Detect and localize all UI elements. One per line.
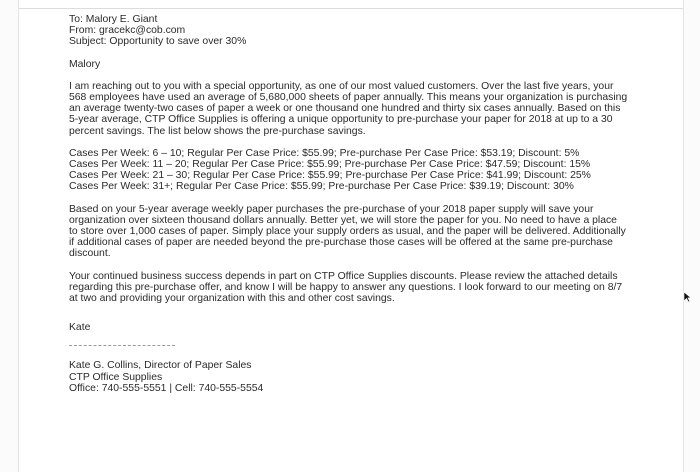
paragraph-line: regarding this pre-purchase offer, and know I will be happy to answer any questions. I look forward to our meeting on 8/7 [69, 281, 623, 293]
email-header [69, 14, 674, 48]
paragraph-line: Based on your 5-year average weekly paper purchases the pre-purchase of your 2018 paper supply will save your [69, 203, 594, 215]
paragraph-line: to store over 1,000 cases of paper. Simply place your supply orders as usual, and the paper will be delivered. Additionally [69, 226, 626, 238]
signature-name-title: Kate G. Collins, Director of Paper Sales [69, 360, 252, 372]
intro-paragraph [69, 81, 674, 137]
signature-block [69, 360, 674, 394]
pricing-tier: Cases Per Week: 31+; Regular Per Case Price: $55.99; Pre-purchase Per Case Price: $39.19; Discount: 30% [69, 181, 574, 193]
signature-divider [69, 345, 175, 346]
subject-line: Subject: Opportunity to save over 30% [69, 36, 247, 48]
page-top-divider [19, 8, 683, 9]
closing-paragraph [69, 271, 674, 305]
paragraph-line: if additional cases of paper are needed beyond the pre-purchase those cases will be offered at the same pre-purchase [69, 237, 613, 249]
signoff-name: Kate [69, 322, 91, 334]
mouse-pointer-icon [683, 291, 692, 306]
pricing-tier-list [69, 148, 674, 193]
paragraph-line: discount. [69, 248, 111, 260]
paragraph-line: 568 employees have used an average of 5,680,000 sheets of paper annually. This means your organization is purchasing [69, 92, 628, 104]
paragraph-line: I am reaching out to you with a special opportunity, as one of our most valued customers. Over the last five years, your [69, 80, 614, 92]
from-line: From: gracekc@cob.com [69, 25, 186, 37]
paragraph-line: organization over sixteen thousand dollars annually. Better yet, we will store the paper for you. No need to have a place [69, 214, 617, 226]
signature-company: CTP Office Supplies [69, 371, 163, 383]
paragraph-line: 5-year average, CTP Office Supplies is offering a unique opportunity to pre-purchase your paper for 2018 at up to a 30 [69, 114, 613, 126]
to-line: To: Malory E. Giant [69, 14, 158, 25]
paragraph-line: an average twenty-two cases of paper a week or one thousand one hundred and thirty six cases annually. Based on this [69, 103, 621, 115]
pricing-tier: Cases Per Week: 11 – 20; Regular Per Case Price: $55.99; Pre-purchase Per Case Price: $47.59; Discount: 15% [69, 159, 591, 171]
paragraph-line: at two and providing your organization with this and other cost savings. [69, 293, 395, 305]
paragraph-line: percent savings. The list below shows the pre-purchase savings. [69, 125, 366, 137]
email-body [69, 14, 674, 394]
document-page [18, 0, 684, 472]
pricing-tier: Cases Per Week: 6 – 10; Regular Per Case Price: $55.99; Pre-purchase Per Case Price: $53.19; Discount: 5% [69, 147, 580, 159]
paragraph-line: Your continued business success depends in part on CTP Office Supplies discounts. Please review the attached details [69, 270, 618, 282]
savings-paragraph [69, 204, 674, 260]
signature-phones: Office: 740-555-5551 | Cell: 740-555-5554 [69, 382, 264, 394]
pricing-tier: Cases Per Week: 21 – 30; Regular Per Case Price: $55.99; Pre-purchase Per Case Price: $41.99; Discount: 25% [69, 170, 591, 182]
salutation: Malory [69, 58, 101, 70]
